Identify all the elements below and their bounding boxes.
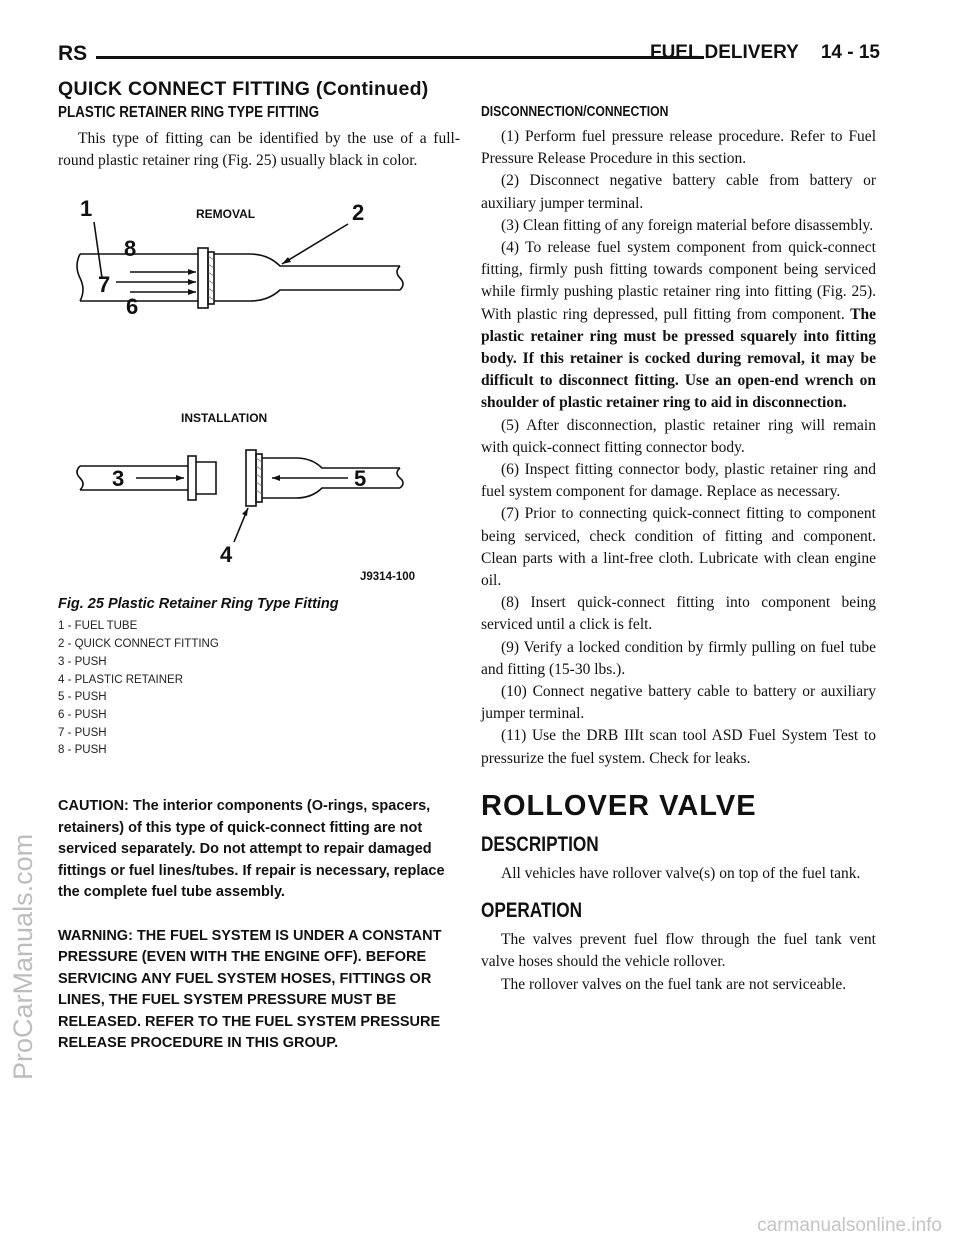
caution-note: CAUTION: The interior components (O-rings, spacers, retainers) of this type of quick-connect fitting are not serviced separately. Do not attempt to repair damaged fittings or fuel lines/tubes. If repair is necessary, replace the complete fuel tube assembly. (58, 798, 445, 901)
step-4-bold-note: The plastic retainer ring must be pressed squarely into fitting body. If this retainer is cocked during removal, it may be difficult to disconnect fitting. Use an open-end wrench on shoulder of plastic retainer ring to aid in disconnection. (481, 305, 876, 412)
removal-label: REMOVAL (196, 207, 256, 222)
arrowheads (176, 257, 291, 516)
removal-connector-body (214, 254, 400, 301)
step-10: (10) Connect negative battery cable to battery or auxiliary jumper terminal. (481, 683, 876, 723)
legend-item: 4 - PLASTIC RETAINER (58, 673, 184, 686)
header-rule (96, 56, 704, 59)
removal-tube-left-break (77, 254, 83, 301)
step-11: (11) Use the DRB IIIt scan tool ASD Fuel System Test to pressurize the fuel system. Check for leaks. (481, 727, 876, 767)
removal-connector-break (397, 266, 403, 290)
arrowhead-3 (176, 475, 184, 481)
step-7: (7) Prior to connecting quick-connect fitting to component being serviced, check condition of fitting and component. Clean parts with a lint-free cloth. Lubricate with clean engine oil. (481, 505, 876, 590)
operation-heading: OPERATION (481, 899, 583, 923)
removal-leader-1 (94, 222, 102, 278)
callout-1: 1 (80, 196, 93, 222)
arrowhead-6 (188, 289, 196, 295)
operation-text-1: The valves prevent fuel flow through the fuel tank vent valve hoses should the vehicle rollover. (481, 931, 876, 971)
fitting-heading: PLASTIC RETAINER RING TYPE FITTING (58, 104, 320, 121)
figure-legend (58, 618, 460, 760)
step-9: (9) Verify a locked condition by firmly pulling on fuel tube and fitting (15-30 lbs.). (481, 638, 876, 678)
continued-title: QUICK CONNECT FITTING (Continued) (58, 78, 429, 100)
legend-item: 2 - QUICK CONNECT FITTING (58, 638, 219, 651)
install-connector-break (397, 468, 403, 488)
page-header (58, 42, 880, 76)
installation-label: INSTALLATION (181, 411, 268, 426)
figure-id: J9314-100 (360, 571, 415, 584)
step-5: (5) After disconnection, plastic retainer ring will remain with quick-connect fitting connector body. (481, 416, 876, 456)
header-right (650, 42, 880, 64)
legend-item: 3 - PUSH (58, 655, 107, 668)
legend-item: 5 - PUSH (58, 691, 107, 704)
footer-watermark: carmanualsonline.info (757, 1215, 942, 1236)
arrowhead-7 (188, 279, 196, 285)
step-4-text: (4) To release fuel system component from quick-connect fitting, firmly push fitting towards component being serviced while firmly pushing plastic retainer ring into fitting (Fig. 25). With plastic ring depressed, pull fitting from component. (481, 239, 876, 323)
fitting-intro: This type of fitting can be identified by the use of a full-round plastic retainer ring (Fig. 25) usually black in color. (58, 130, 460, 170)
removal-retainer-ring (198, 248, 208, 308)
callout-7: 7 (98, 272, 111, 298)
callout-5: 5 (354, 466, 367, 492)
legend-item: 6 - PUSH (58, 708, 107, 721)
header-section-title: FUEL DELIVERY (649, 42, 799, 63)
install-retainer-ring (246, 450, 256, 506)
step-2: (2) Disconnect negative battery cable from battery or auxiliary jumper terminal. (481, 172, 876, 212)
ring-hatching (208, 256, 262, 494)
callout-4: 4 (220, 542, 233, 568)
step-1: (1) Perform fuel pressure release procedure. Refer to Fuel Pressure Release Procedure in this section. (481, 128, 876, 168)
callout-6: 6 (126, 294, 139, 320)
arrowhead-2 (282, 257, 291, 264)
rollover-valve-title: ROLLOVER VALVE (481, 789, 757, 822)
callout-3: 3 (112, 466, 125, 492)
description-text: All vehicles have rollover valve(s) on top of the fuel tank. (501, 864, 861, 882)
step-8: (8) Insert quick-connect fitting into component being serviced until a click is felt. (481, 594, 876, 634)
callout-8: 8 (124, 236, 137, 262)
legend-item: 1 - FUEL TUBE (58, 620, 138, 633)
header-page-number: 14 - 15 (820, 42, 880, 63)
callout-2: 2 (352, 200, 365, 226)
legend-item: 8 - PUSH (58, 744, 107, 757)
install-tube-stub (196, 462, 216, 494)
legend-item: 7 - PUSH (58, 726, 107, 739)
warning-note: WARNING: THE FUEL SYSTEM IS UNDER A CONSTANT PRESSURE (EVEN WITH THE ENGINE OFF). BEFORE SERVICING ANY FUEL SYSTEM HOSES, FITTINGS OR LINES, THE FUEL SYSTEM PRESSURE MUST BE RELEASED. REFER TO THE FUEL SYSTEM PRESSURE RELEASE PROCEDURE IN THIS GROUP. (58, 927, 442, 1052)
figure-caption: Fig. 25 Plastic Retainer Ring Type Fitting (58, 596, 339, 613)
description-heading: DESCRIPTION (481, 832, 599, 856)
step-3: (3) Clean fitting of any foreign material before disassembly. (501, 216, 874, 234)
header-manual-code: RS (58, 42, 88, 65)
procedure-heading: DISCONNECTION/CONNECTION (481, 104, 669, 120)
step-4 (481, 237, 876, 415)
install-tube-end (188, 456, 196, 500)
removal-leader-2 (282, 224, 348, 264)
install-tube-break (77, 466, 83, 490)
side-watermark: ProCarManuals.com (8, 833, 38, 1080)
right-column (481, 104, 876, 996)
operation-text-2: The rollover valves on the fuel tank are not serviceable. (501, 975, 847, 993)
arrowhead-5 (272, 475, 280, 481)
step-6: (6) Inspect fitting connector body, plastic retainer ring and fuel system component for damage. Replace as necessary. (481, 461, 876, 501)
arrowhead-8 (188, 269, 196, 275)
figure-25 (58, 186, 460, 596)
arrowhead-4 (242, 508, 248, 516)
figure-25-drawing (58, 186, 460, 596)
left-column (58, 104, 460, 1055)
